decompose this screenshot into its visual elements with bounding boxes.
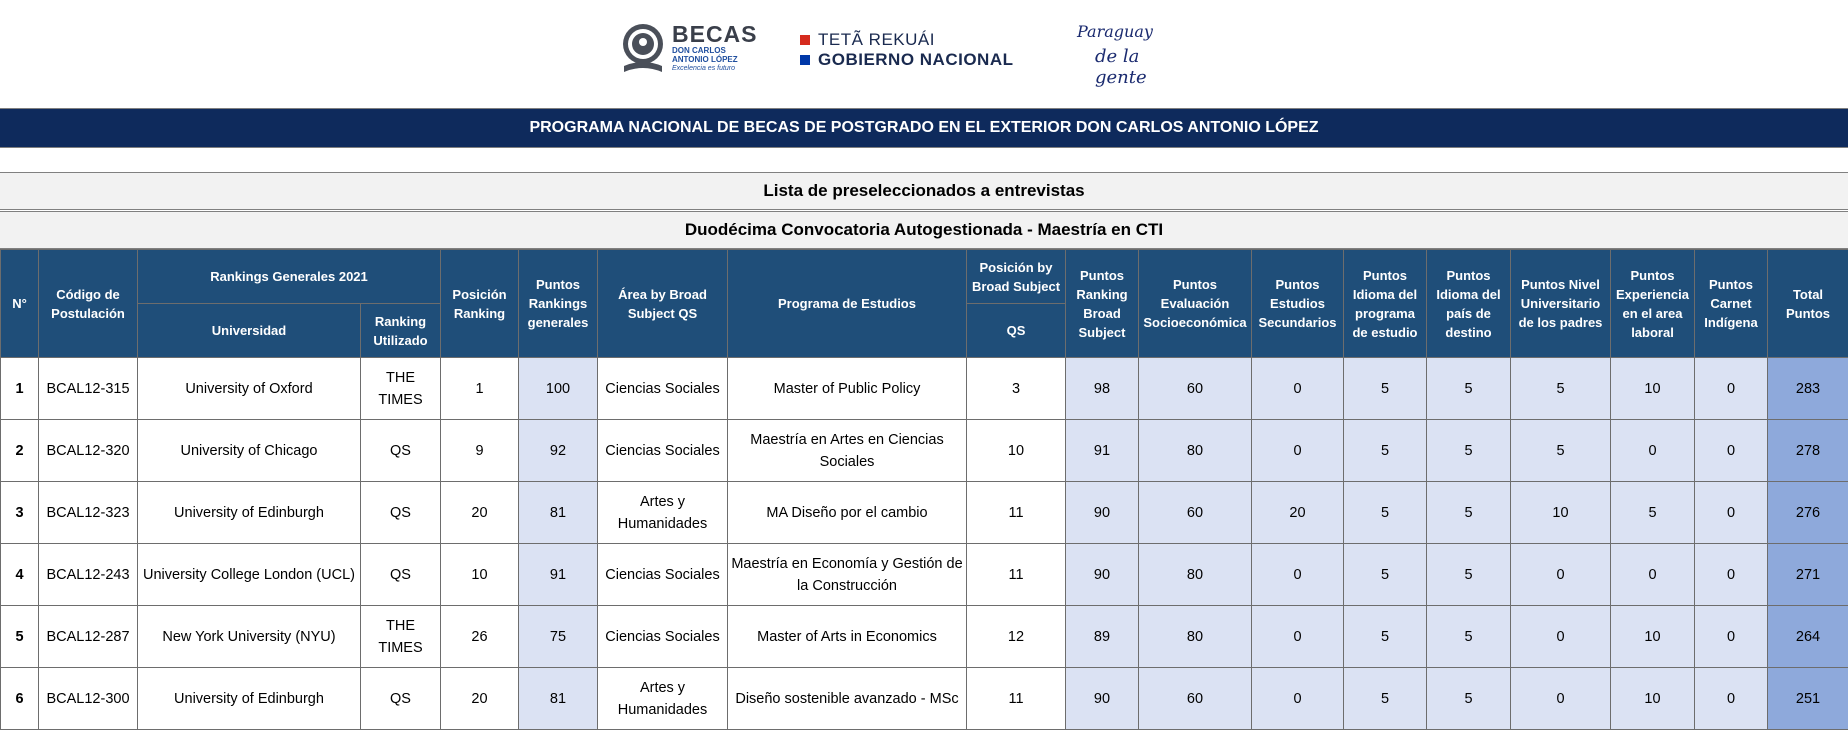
- cell-idioma-pais: 5: [1427, 482, 1511, 544]
- cell-socio: 80: [1139, 544, 1252, 606]
- col-puntos-secundarios: Puntos Estudios Secundarios: [1252, 250, 1344, 358]
- cell-socio: 80: [1139, 420, 1252, 482]
- cell-carnet: 0: [1695, 606, 1768, 668]
- col-universidad: Universidad: [138, 304, 361, 358]
- cell-qs: 11: [967, 668, 1066, 730]
- cell-universidad: University of Oxford: [138, 358, 361, 420]
- cell-qs: 3: [967, 358, 1066, 420]
- cell-universidad: New York University (NYU): [138, 606, 361, 668]
- cell-idioma-prog: 5: [1344, 606, 1427, 668]
- cell-socio: 60: [1139, 668, 1252, 730]
- cell-ranking: QS: [361, 668, 441, 730]
- cell-puntos-rank: 92: [519, 420, 598, 482]
- paraguay-logo: [1075, 20, 1175, 76]
- col-rankings-group: Rankings Generales 2021: [138, 250, 441, 304]
- cell-universidad: University College London (UCL): [138, 544, 361, 606]
- cell-experiencia: 10: [1611, 668, 1695, 730]
- cell-idioma-prog: 5: [1344, 544, 1427, 606]
- cell-ranking: THE TIMES: [361, 606, 441, 668]
- cell-programa: Maestría en Artes en Ciencias Sociales: [728, 420, 967, 482]
- cell-programa: Master of Arts in Economics: [728, 606, 967, 668]
- cell-puntos-rank: 100: [519, 358, 598, 420]
- cell-padres: 0: [1511, 544, 1611, 606]
- cell-puntos-broad: 98: [1066, 358, 1139, 420]
- cell-posicion: 1: [441, 358, 519, 420]
- cell-padres: 0: [1511, 668, 1611, 730]
- col-posicion-broad: Posición by Broad Subject: [967, 250, 1066, 304]
- col-puntos-experiencia: Puntos Experiencia en el area laboral: [1611, 250, 1695, 358]
- table-row: [1, 544, 1848, 606]
- cell-codigo: BCAL12-300: [39, 668, 138, 730]
- cell-qs: 10: [967, 420, 1066, 482]
- cell-idioma-pais: 5: [1427, 358, 1511, 420]
- cell-area: Ciencias Sociales: [598, 606, 728, 668]
- cell-area: Artes y Humanidades: [598, 668, 728, 730]
- cell-idioma-prog: 5: [1344, 420, 1427, 482]
- cell-codigo: BCAL12-315: [39, 358, 138, 420]
- cell-n: 5: [1, 606, 39, 668]
- cell-experiencia: 0: [1611, 544, 1695, 606]
- cell-area: Ciencias Sociales: [598, 420, 728, 482]
- cell-secundarios: 0: [1252, 668, 1344, 730]
- becas-logo: [620, 20, 745, 78]
- cell-experiencia: 10: [1611, 358, 1695, 420]
- table-row: [1, 420, 1848, 482]
- cell-padres: 5: [1511, 358, 1611, 420]
- cell-codigo: BCAL12-323: [39, 482, 138, 544]
- cell-socio: 80: [1139, 606, 1252, 668]
- cell-total: 278: [1768, 420, 1848, 482]
- call-subtitle: Duodécima Convocatoria Autogestionada - Maestría en CTI: [0, 211, 1848, 249]
- becas-text: [672, 22, 758, 73]
- cell-universidad: University of Edinburgh: [138, 668, 361, 730]
- cell-universidad: University of Edinburgh: [138, 482, 361, 544]
- gobierno-logo: [800, 24, 1015, 78]
- cell-ranking: THE TIMES: [361, 358, 441, 420]
- cell-area: Ciencias Sociales: [598, 544, 728, 606]
- cell-ranking: QS: [361, 544, 441, 606]
- cell-codigo: BCAL12-243: [39, 544, 138, 606]
- col-qs: QS: [967, 304, 1066, 358]
- cell-total: 276: [1768, 482, 1848, 544]
- table-row: [1, 668, 1848, 730]
- cell-experiencia: 10: [1611, 606, 1695, 668]
- col-ranking-utilizado: Ranking Utilizado: [361, 304, 441, 358]
- cell-secundarios: 20: [1252, 482, 1344, 544]
- list-subtitle: Lista de preseleccionados a entrevistas: [0, 172, 1848, 210]
- cell-qs: 11: [967, 482, 1066, 544]
- cell-posicion: 26: [441, 606, 519, 668]
- logo-strip: [0, 0, 1848, 108]
- cell-carnet: 0: [1695, 544, 1768, 606]
- col-puntos-broad: Puntos Ranking Broad Subject: [1066, 250, 1139, 358]
- cell-total: 283: [1768, 358, 1848, 420]
- cell-n: 1: [1, 358, 39, 420]
- cell-ranking: QS: [361, 420, 441, 482]
- gov-line2: GOBIERNO NACIONAL: [818, 50, 1014, 70]
- col-total: Total Puntos: [1768, 250, 1848, 358]
- cell-carnet: 0: [1695, 420, 1768, 482]
- paraguay-line1: Paraguay: [1077, 22, 1153, 41]
- cell-puntos-rank: 91: [519, 544, 598, 606]
- becas-title: BECAS: [672, 22, 758, 46]
- cell-secundarios: 0: [1252, 606, 1344, 668]
- col-puntos-idioma-pais: Puntos Idioma del país de destino: [1427, 250, 1511, 358]
- cell-puntos-rank: 81: [519, 482, 598, 544]
- cell-puntos-broad: 90: [1066, 482, 1139, 544]
- cell-puntos-broad: 89: [1066, 606, 1139, 668]
- cell-socio: 60: [1139, 358, 1252, 420]
- cell-n: 2: [1, 420, 39, 482]
- cell-total: 264: [1768, 606, 1848, 668]
- cell-carnet: 0: [1695, 358, 1768, 420]
- flag-blue-icon: [800, 55, 810, 65]
- col-area: Área by Broad Subject QS: [598, 250, 728, 358]
- header-row-1: [1, 250, 1848, 304]
- cell-universidad: University of Chicago: [138, 420, 361, 482]
- cell-posicion: 10: [441, 544, 519, 606]
- flag-red-icon: [800, 35, 810, 45]
- becas-tagline: Excelencia es futuro: [672, 64, 758, 73]
- cell-codigo: BCAL12-320: [39, 420, 138, 482]
- col-puntos-socio: Puntos Evaluación Socioeconómica: [1139, 250, 1252, 358]
- gov-line1: TETÃ REKUÁI: [818, 30, 935, 50]
- col-programa: Programa de Estudios: [728, 250, 967, 358]
- table-row: [1, 358, 1848, 420]
- becas-line2: ANTONIO LÓPEZ: [672, 55, 758, 64]
- cell-total: 251: [1768, 668, 1848, 730]
- cell-posicion: 20: [441, 668, 519, 730]
- cell-idioma-pais: 5: [1427, 420, 1511, 482]
- col-n: N°: [1, 250, 39, 358]
- cell-puntos-broad: 90: [1066, 544, 1139, 606]
- cell-programa: Maestría en Economía y Gestión de la Construcción: [728, 544, 967, 606]
- cell-socio: 60: [1139, 482, 1252, 544]
- cell-qs: 11: [967, 544, 1066, 606]
- cell-posicion: 20: [441, 482, 519, 544]
- cell-puntos-rank: 81: [519, 668, 598, 730]
- cell-padres: 10: [1511, 482, 1611, 544]
- cell-n: 4: [1, 544, 39, 606]
- col-puntos-carnet: Puntos Carnet Indígena: [1695, 250, 1768, 358]
- cell-idioma-prog: 5: [1344, 482, 1427, 544]
- cell-padres: 5: [1511, 420, 1611, 482]
- becas-seal-icon: [620, 22, 666, 76]
- cell-puntos-rank: 75: [519, 606, 598, 668]
- cell-programa: Master of Public Policy: [728, 358, 967, 420]
- cell-idioma-pais: 5: [1427, 544, 1511, 606]
- cell-puntos-broad: 90: [1066, 668, 1139, 730]
- cell-n: 6: [1, 668, 39, 730]
- cell-area: Artes y Humanidades: [598, 482, 728, 544]
- cell-idioma-prog: 5: [1344, 358, 1427, 420]
- cell-n: 3: [1, 482, 39, 544]
- candidates-table: [0, 249, 1848, 730]
- col-puntos-idioma-prog: Puntos Idioma del programa de estudio: [1344, 250, 1427, 358]
- cell-experiencia: 0: [1611, 420, 1695, 482]
- table-row: [1, 606, 1848, 668]
- cell-secundarios: 0: [1252, 358, 1344, 420]
- cell-posicion: 9: [441, 420, 519, 482]
- col-puntos-padres: Puntos Nivel Universitario de los padres: [1511, 250, 1611, 358]
- cell-padres: 0: [1511, 606, 1611, 668]
- col-posicion-ranking: Posición Ranking: [441, 250, 519, 358]
- table-row: [1, 482, 1848, 544]
- cell-idioma-pais: 5: [1427, 668, 1511, 730]
- cell-programa: MA Diseño por el cambio: [728, 482, 967, 544]
- cell-qs: 12: [967, 606, 1066, 668]
- cell-secundarios: 0: [1252, 420, 1344, 482]
- cell-experiencia: 5: [1611, 482, 1695, 544]
- cell-total: 271: [1768, 544, 1848, 606]
- cell-secundarios: 0: [1252, 544, 1344, 606]
- cell-codigo: BCAL12-287: [39, 606, 138, 668]
- cell-ranking: QS: [361, 482, 441, 544]
- becas-line1: DON CARLOS: [672, 46, 758, 55]
- cell-carnet: 0: [1695, 668, 1768, 730]
- cell-idioma-prog: 5: [1344, 668, 1427, 730]
- col-codigo: Código de Postulación: [39, 250, 138, 358]
- cell-puntos-broad: 91: [1066, 420, 1139, 482]
- cell-area: Ciencias Sociales: [598, 358, 728, 420]
- cell-idioma-pais: 5: [1427, 606, 1511, 668]
- col-puntos-rankings: Puntos Rankings generales: [519, 250, 598, 358]
- paraguay-line2: de la gente: [1095, 46, 1175, 88]
- cell-programa: Diseño sostenible avanzado - MSc: [728, 668, 967, 730]
- program-banner: PROGRAMA NACIONAL DE BECAS DE POSTGRADO EN EL EXTERIOR DON CARLOS ANTONIO LÓPEZ: [0, 108, 1848, 148]
- cell-carnet: 0: [1695, 482, 1768, 544]
